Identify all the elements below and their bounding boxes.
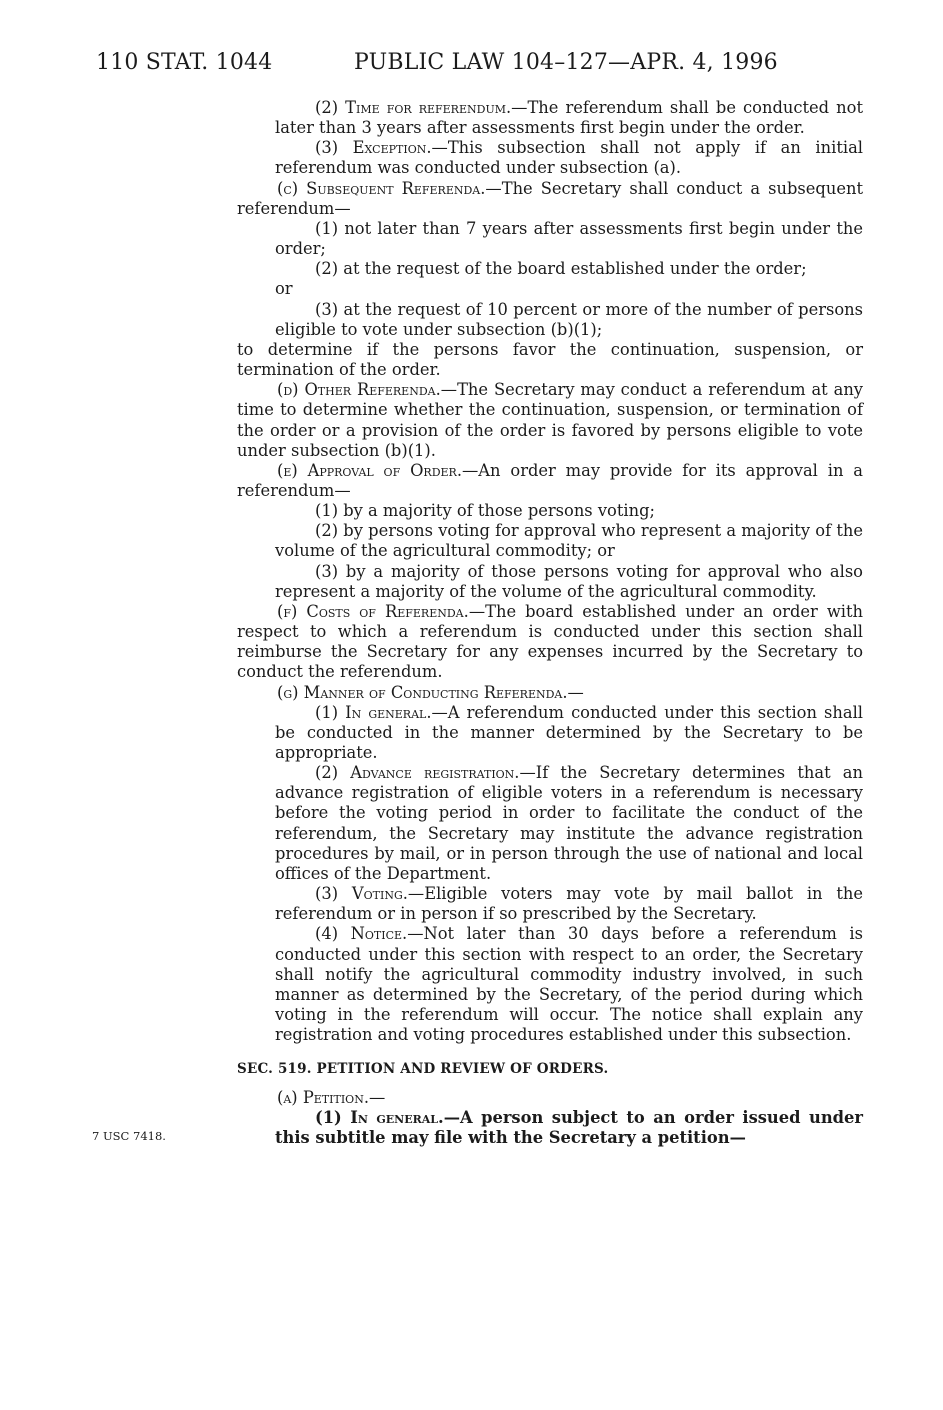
paragraph-e3: (3) by a majority of those persons voting for approval who also represent a majority of the volume of the agricultural commodity. — [275, 561, 863, 601]
paragraph-c: (c) Subsequent Referenda.—The Secretary shall conduct a subsequent referendum— — [237, 178, 863, 218]
paragraph-g: (g) Manner of Conducting Referenda.— — [277, 682, 584, 702]
paragraph-c1: (1) not later than 7 years after assessments first begin under the order; — [275, 218, 863, 259]
document-body — [237, 98, 863, 1148]
section-heading: SEC. 519. PETITION AND REVIEW OF ORDERS. — [237, 1061, 609, 1078]
paragraph-f: (f) Costs of Referenda.—The board established under an order with respect to which a referendum is conducted under this section shall reimburse the Secretary for any expenses incurred by the Secretary to conduct the referendum. — [237, 601, 863, 682]
paragraph-e1: (1) by a majority of those persons voting; — [315, 501, 655, 521]
stat-page-number: 110 STAT. 1044 — [96, 50, 273, 75]
paragraph-e: (e) Approval of Order.—An order may provide for its approval in a referendum— — [237, 460, 863, 500]
paragraph-c2: (2) at the request of the board established under the order; — [315, 259, 807, 279]
paragraph-b3: (3) Exception.—This subsection shall not apply if an initial referendum was conducted under subsection (a). — [275, 138, 863, 178]
usc-margin-note: 7 USC 7418. — [92, 1129, 166, 1143]
paragraph-g4: (4) Notice.—Not later than 30 days before a referendum is conducted under this section with respect to an order, the Secretary shall notify the agricultural commodity industry involved, in such manner as determined by the Secretary, of the period during which voting in the referendum will occur. The notice shall explain any registration and voting procedures established under this subsection. — [275, 924, 863, 1045]
paragraph-a: (a) Petition.— — [277, 1087, 386, 1107]
paragraph-c-tail: to determine if the persons favor the continuation, suspension, or termination of the order. — [237, 339, 863, 380]
paragraph-c3: (3) at the request of 10 percent or more of the number of persons eligible to vote under subsection (b)(1); — [275, 299, 863, 339]
paragraph-g1: (1) In general.—A referendum conducted under this section shall be conducted in the manner determined by the Secretary to be appropriate. — [275, 702, 863, 762]
paragraph-b2: (2) Time for referendum.—The referendum shall be conducted not later than 3 years after assessments first begin under the order. — [275, 98, 863, 138]
paragraph-c2-or: or — [275, 279, 293, 299]
paragraph-g2: (2) Advance registration.—If the Secretary determines that an advance registration of eligible voters in a referendum is necessary before the voting period in order to facilitate the conduct of the referendum, the Secretary may institute the advance registration procedures by mail, or in person through the use of national and local offices of the Department. — [275, 763, 863, 883]
paragraph-a1: (1) In general.—A person subject to an order issued under this subtitle may file with the Secretary a petition— — [275, 1107, 863, 1147]
paragraph-d: (d) Other Referenda.—The Secretary may conduct a referendum at any time to determine whether the continuation, suspension, or termination of the order or a provision of the order is favored by persons eligible to vote under subsection (b)(1). — [237, 380, 863, 460]
paragraph-e2: (2) by persons voting for approval who represent a majority of the volume of the agricultural commodity; or — [275, 521, 863, 561]
paragraph-g3: (3) Voting.—Eligible voters may vote by mail ballot in the referendum or in person if so prescribed by the Secretary. — [275, 884, 863, 924]
public-law-citation: PUBLIC LAW 104–127—APR. 4, 1996 — [354, 50, 778, 75]
